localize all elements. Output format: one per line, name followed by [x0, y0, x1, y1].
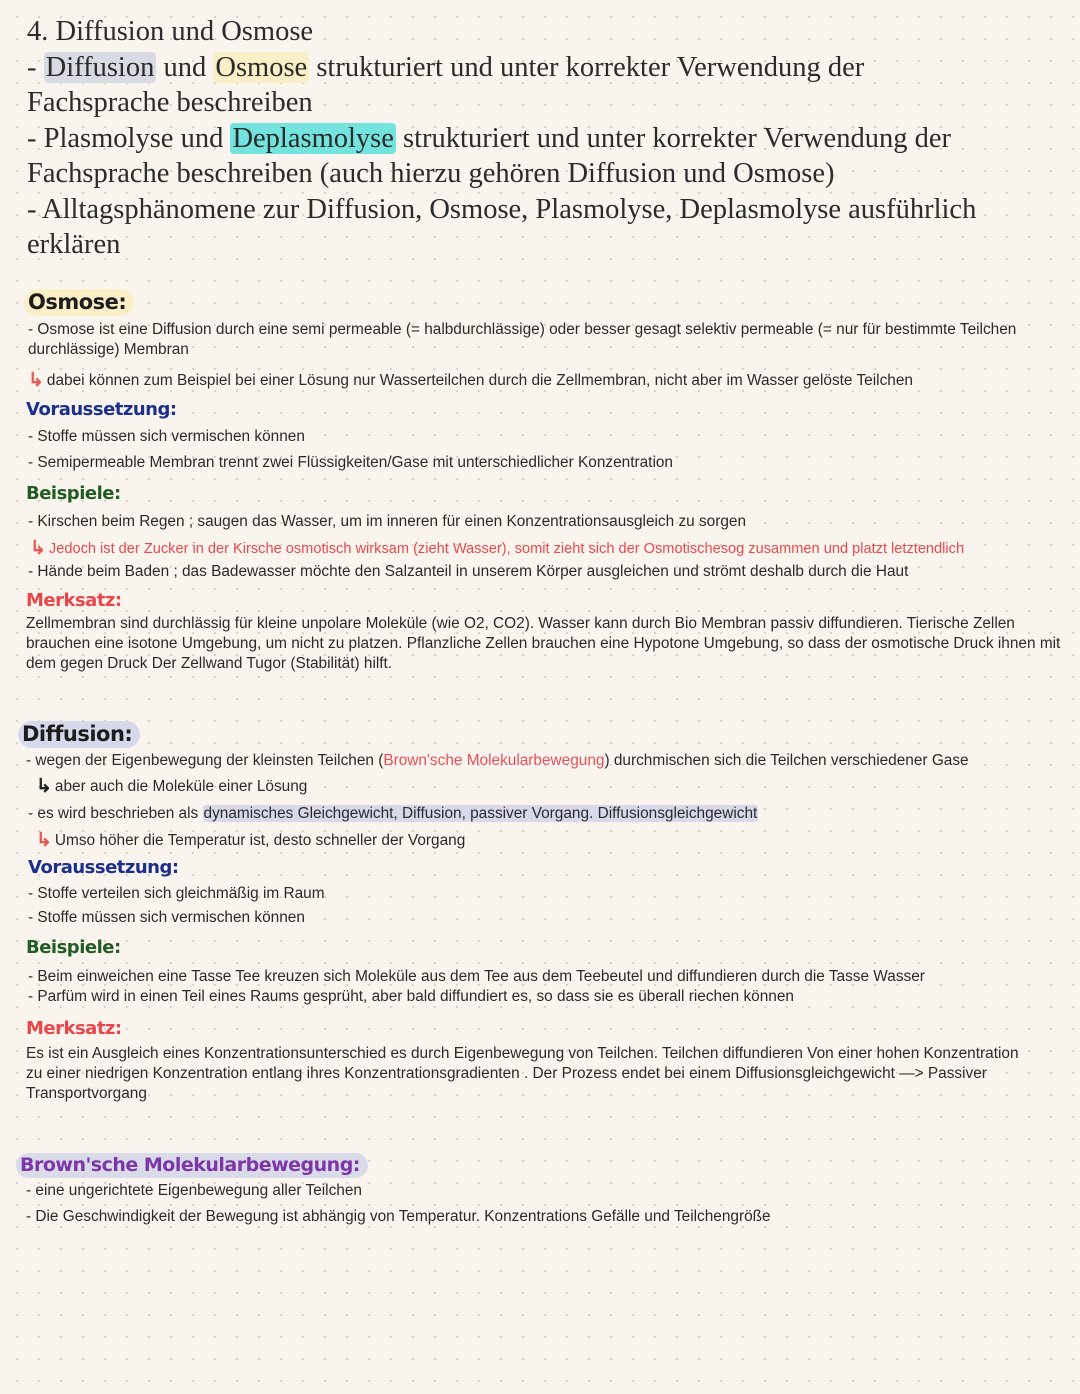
- diffusion-line-1-note: [36, 776, 307, 797]
- diffusion-highlight: dynamisches Gleichgewicht, Diffusion, passiver Vorgang. Diffusionsgleichgewicht: [203, 805, 758, 822]
- diffusion-line-2: [28, 804, 758, 824]
- header-deplasmolyse-highlight: Deplasmolyse: [232, 122, 394, 154]
- diffusion-beispiele-heading: Beispiele:: [26, 937, 121, 958]
- diffusion-line-2-note-text: Umso höher die Temperatur ist, desto schneller der Vorgang: [54, 832, 466, 849]
- header-line-4-a: - Plasmolyse und: [27, 122, 231, 154]
- header-line-3: Fachsprache beschreiben: [27, 87, 313, 118]
- diffusion-beispiel-item: - Parfüm wird in einen Teil eines Raums gesprüht, aber bald diffundiert es, so dass sie es überall riechen können: [28, 988, 794, 1005]
- diffusion-merksatz-heading: Merksatz:: [26, 1018, 122, 1039]
- diffusion-voraussetzung-item: - Stoffe müssen sich vermischen können: [28, 909, 305, 926]
- osmose-merksatz-text: Zellmembran sind durchlässig für kleine unpolare Moleküle (wie O2, CO2). Wasser kann durch Bio Membran passiv diffundieren. Tierische Zellen brauchen eine isotone Umgebung, um nicht zu platzen. Pflanzliche Zellen brauchen eine Hypotone Umgebung, so dass der osmotische Druck ihnen mit dem gegen Druck Der Zellwand Tugor (Stabilität) hilft.: [26, 615, 1061, 672]
- brown-heading: Brown'sche Molekularbewegung:: [16, 1153, 368, 1178]
- header-line-4: [27, 121, 1067, 157]
- arrow-down-right-icon: ↳: [36, 776, 52, 797]
- osmose-note: [28, 370, 913, 391]
- diffusion-line-1-b: ) durchmischen sich die Teilchen verschiedener Gase: [604, 752, 969, 769]
- arrow-down-right-icon: ↳: [30, 538, 46, 559]
- header-line-6: - Alltagsphänomene zur Diffusion, Osmose, Plasmolyse, Deplasmolyse ausführlich: [27, 193, 977, 225]
- osmose-beispiel-note: [30, 538, 964, 559]
- diffusion-line-2-note: [36, 830, 465, 851]
- osmose-beispiel-item: - Hände beim Baden ; das Badewasser möchte den Salzanteil in unserem Körper ausgleichen und strömt deshalb durch die Haut: [28, 563, 909, 580]
- diffusion-beispiel-item: - Beim einweichen eine Tasse Tee kreuzen sich Moleküle aus dem Tee aus dem Teebeutel und diffundieren durch die Tasse Wasser: [28, 968, 925, 985]
- diffusion-line-2-a: - es wird beschrieben als: [28, 805, 203, 822]
- osmose-definition: - Osmose ist eine Diffusion durch eine semi permeable (= halbdurchlässige) oder besser gesagt selektiv permeable (= nur für bestimmte Teilchen durchlässige) Membran: [28, 321, 1017, 358]
- arrow-down-right-icon: ↳: [36, 830, 52, 851]
- brown-item: - eine ungerichtete Eigenbewegung aller Teilchen: [26, 1182, 362, 1199]
- diffusion-brown-link-text: Brown'sche Molekularbewegung: [383, 752, 605, 769]
- arrow-down-right-icon: ↳: [28, 370, 44, 391]
- osmose-note-text: dabei können zum Beispiel bei einer Lösung nur Wasserteilchen durch die Zellmembran, nicht aber im Wasser gelöste Teilchen: [46, 372, 913, 389]
- header-diffusion-highlight: Diffusion: [45, 51, 155, 83]
- header-osmose-highlight: Osmose: [215, 51, 308, 83]
- header-line-7: erklären: [27, 229, 121, 260]
- diffusion-line-1: [26, 751, 969, 771]
- osmose-beispiel-note-text: Jedoch ist der Zucker in der Kirsche osmotisch wirksam (zieht Wasser), somit zieht sich der Osmotischesog zusammen und platzt letztendlich: [48, 541, 965, 557]
- diffusion-voraussetzung-item: - Stoffe verteilen sich gleichmäßig im Raum: [28, 885, 325, 902]
- osmose-beispiel-item: - Kirschen beim Regen ; saugen das Wasser, um im inneren für einen Konzentrationsausgleich zu sorgen: [28, 513, 747, 530]
- osmose-voraussetzung-heading: Voraussetzung:: [26, 399, 177, 420]
- osmose-beispiele-heading: Beispiele:: [26, 483, 121, 504]
- header-line-4-b: strukturiert und unter korrekter Verwendung der: [395, 122, 951, 154]
- diffusion-voraussetzung-heading: Voraussetzung:: [28, 857, 179, 878]
- osmose-merksatz-heading: Merksatz:: [26, 590, 122, 611]
- osmose-heading: Osmose:: [24, 289, 134, 316]
- topic-header: [27, 14, 1067, 263]
- header-und: und: [156, 51, 214, 83]
- header-line-2-rest: strukturiert und unter korrekter Verwendung der: [309, 51, 865, 83]
- diffusion-line-1-a: - wegen der Eigenbewegung der kleinsten Teilchen (: [26, 752, 384, 769]
- header-line-1: 4. Diffusion und Osmose: [27, 16, 314, 47]
- diffusion-merksatz-text: Es ist ein Ausgleich eines Konzentrationsunterschied es durch Eigenbewegung von Teilchen. Teilchen diffundieren Von einer hohen Konzentration zu einer niedrigen Konzentration entlang ihres Konzentrationsgradienten . Der Prozess endet bei einem Diffusionsgleichgewicht —> Passiver Transportvorgang: [26, 1045, 1019, 1102]
- header-dash: -: [27, 51, 44, 83]
- header-line-5: Fachsprache beschreiben (auch hierzu gehören Diffusion und Osmose): [27, 158, 835, 189]
- osmose-voraussetzung-item: - Semipermeable Membran trennt zwei Flüssigkeiten/Gase mit unterschiedlicher Konzentration: [28, 454, 673, 471]
- osmose-voraussetzung-item: - Stoffe müssen sich vermischen können: [28, 428, 305, 445]
- diffusion-line-1-note-text: aber auch die Moleküle einer Lösung: [54, 778, 308, 795]
- brown-item: - Die Geschwindigkeit der Bewegung ist abhängig von Temperatur. Konzentrations Gefälle und Teilchengröße: [26, 1208, 771, 1225]
- header-line-2: [27, 50, 1067, 86]
- diffusion-heading: Diffusion:: [18, 721, 140, 748]
